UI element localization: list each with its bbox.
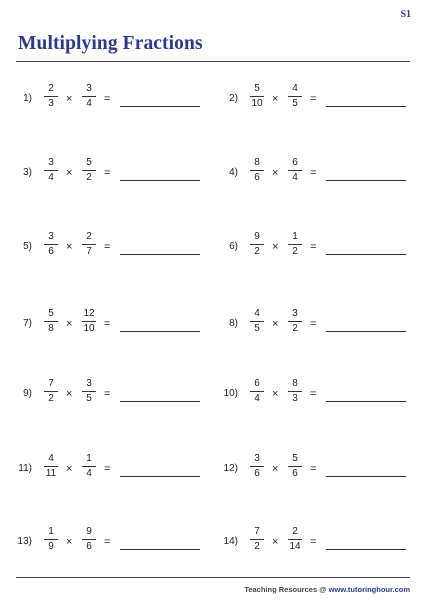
answer-blank[interactable] [120, 549, 200, 550]
denominator: 2 [292, 246, 298, 257]
denominator: 10 [251, 98, 263, 109]
fraction [249, 156, 265, 185]
times-sign: × [66, 463, 73, 475]
answer-blank[interactable] [326, 331, 406, 332]
times-sign: × [272, 536, 279, 548]
numerator: 4 [48, 453, 54, 464]
denominator: 2 [48, 393, 54, 404]
denominator: 5 [254, 323, 260, 334]
fraction [249, 307, 265, 336]
equals-sign: = [310, 318, 317, 330]
problem-item [206, 525, 406, 561]
numerator: 9 [254, 231, 260, 242]
fraction [43, 307, 59, 336]
fraction [81, 156, 97, 185]
times-sign: × [66, 241, 73, 253]
numerator: 6 [292, 157, 298, 168]
times-sign: × [66, 536, 73, 548]
fraction [249, 452, 265, 481]
numerator: 1 [86, 453, 92, 464]
equals-sign: = [310, 93, 317, 105]
denominator: 6 [254, 468, 260, 479]
problem-number: 3) [23, 167, 32, 178]
denominator: 6 [292, 468, 298, 479]
fraction [43, 452, 59, 481]
answer-blank[interactable] [326, 549, 406, 550]
equals-sign: = [104, 388, 111, 400]
fraction [249, 82, 265, 111]
denominator: 3 [48, 98, 54, 109]
numerator: 7 [48, 378, 54, 389]
problem-number: 5) [23, 241, 32, 252]
denominator: 2 [254, 246, 260, 257]
fraction [287, 307, 303, 336]
fraction [81, 525, 97, 554]
answer-blank[interactable] [120, 106, 200, 107]
fraction [287, 82, 303, 111]
answer-blank[interactable] [326, 254, 406, 255]
fraction [249, 230, 265, 259]
numerator: 6 [254, 378, 260, 389]
equals-sign: = [104, 463, 111, 475]
numerator: 1 [292, 231, 298, 242]
numerator: 5 [292, 453, 298, 464]
answer-blank[interactable] [326, 180, 406, 181]
times-sign: × [66, 318, 73, 330]
denominator: 6 [48, 246, 54, 257]
denominator: 3 [292, 393, 298, 404]
denominator: 11 [45, 468, 57, 479]
answer-blank[interactable] [120, 180, 200, 181]
times-sign: × [272, 167, 279, 179]
worksheet-title: Multiplying Fractions [18, 33, 203, 54]
fraction [43, 82, 59, 111]
denominator: 2 [86, 172, 92, 183]
answer-blank[interactable] [120, 401, 200, 402]
numerator: 1 [48, 526, 54, 537]
times-sign: × [272, 318, 279, 330]
problem-number: 14) [223, 536, 238, 547]
fraction [43, 156, 59, 185]
denominator: 4 [48, 172, 54, 183]
footer [244, 585, 410, 594]
footer-prefix: Teaching Resources @ [244, 585, 329, 594]
fraction [43, 525, 59, 554]
fraction [43, 230, 59, 259]
problem-item [206, 230, 406, 266]
numerator: 3 [292, 308, 298, 319]
problem-number: 9) [23, 388, 32, 399]
problem-number: 8) [229, 318, 238, 329]
denominator: 4 [292, 172, 298, 183]
problem-number: 1) [23, 93, 32, 104]
equals-sign: = [310, 241, 317, 253]
problem-item [0, 525, 200, 561]
answer-blank[interactable] [326, 106, 406, 107]
fraction [287, 377, 303, 406]
fraction [81, 452, 97, 481]
denominator: 4 [86, 98, 92, 109]
denominator: 4 [86, 468, 92, 479]
problem-item [0, 377, 200, 413]
denominator: 6 [254, 172, 260, 183]
problem-number: 2) [229, 93, 238, 104]
denominator: 5 [86, 393, 92, 404]
numerator: 3 [48, 157, 54, 168]
equals-sign: = [310, 388, 317, 400]
times-sign: × [272, 93, 279, 105]
set-code: S1 [400, 9, 411, 20]
problem-number: 10) [223, 388, 238, 399]
problem-number: 7) [23, 318, 32, 329]
numerator: 9 [86, 526, 92, 537]
numerator: 8 [292, 378, 298, 389]
problem-number: 4) [229, 167, 238, 178]
answer-blank[interactable] [326, 401, 406, 402]
problem-item [0, 82, 200, 118]
problem-item [206, 307, 406, 343]
problem-item [206, 452, 406, 488]
denominator: 9 [48, 541, 54, 552]
answer-blank[interactable] [120, 331, 200, 332]
times-sign: × [272, 463, 279, 475]
numerator: 7 [254, 526, 260, 537]
problem-item [0, 452, 200, 488]
numerator: 5 [254, 83, 260, 94]
numerator: 5 [48, 308, 54, 319]
numerator: 8 [254, 157, 260, 168]
denominator: 14 [289, 541, 301, 552]
problem-number: 13) [17, 536, 32, 547]
denominator: 7 [86, 246, 92, 257]
equals-sign: = [104, 241, 111, 253]
denominator: 2 [254, 541, 260, 552]
fraction [249, 525, 265, 554]
numerator: 4 [292, 83, 298, 94]
answer-blank[interactable] [120, 476, 200, 477]
fraction [287, 156, 303, 185]
equals-sign: = [104, 93, 111, 105]
numerator: 3 [48, 231, 54, 242]
fraction [81, 307, 97, 336]
times-sign: × [66, 167, 73, 179]
fraction [43, 377, 59, 406]
denominator: 5 [292, 98, 298, 109]
problem-item [206, 156, 406, 192]
numerator: 2 [86, 231, 92, 242]
fraction [287, 230, 303, 259]
numerator: 3 [86, 378, 92, 389]
numerator: 2 [292, 526, 298, 537]
times-sign: × [66, 93, 73, 105]
fraction [287, 452, 303, 481]
bottom-rule [16, 577, 410, 578]
equals-sign: = [310, 536, 317, 548]
problem-item [0, 156, 200, 192]
equals-sign: = [104, 318, 111, 330]
numerator: 12 [83, 308, 95, 319]
problem-number: 11) [18, 463, 32, 474]
footer-url[interactable]: www.tutoringhour.com [328, 585, 410, 594]
problem-item [0, 307, 200, 343]
denominator: 8 [48, 323, 54, 334]
problem-item [206, 82, 406, 118]
times-sign: × [66, 388, 73, 400]
numerator: 2 [48, 83, 54, 94]
numerator: 3 [254, 453, 260, 464]
fraction [287, 525, 303, 554]
fraction [81, 82, 97, 111]
fraction [249, 377, 265, 406]
equals-sign: = [104, 536, 111, 548]
problem-item [0, 230, 200, 266]
numerator: 3 [86, 83, 92, 94]
problem-number: 6) [229, 241, 238, 252]
equals-sign: = [310, 463, 317, 475]
fraction [81, 230, 97, 259]
problem-number: 12) [223, 463, 238, 474]
answer-blank[interactable] [120, 254, 200, 255]
numerator: 5 [86, 157, 92, 168]
times-sign: × [272, 388, 279, 400]
denominator: 6 [86, 541, 92, 552]
equals-sign: = [104, 167, 111, 179]
fraction [81, 377, 97, 406]
times-sign: × [272, 241, 279, 253]
denominator: 4 [254, 393, 260, 404]
equals-sign: = [310, 167, 317, 179]
problem-item [206, 377, 406, 413]
denominator: 2 [292, 323, 298, 334]
numerator: 4 [254, 308, 260, 319]
denominator: 10 [83, 323, 95, 334]
answer-blank[interactable] [326, 476, 406, 477]
